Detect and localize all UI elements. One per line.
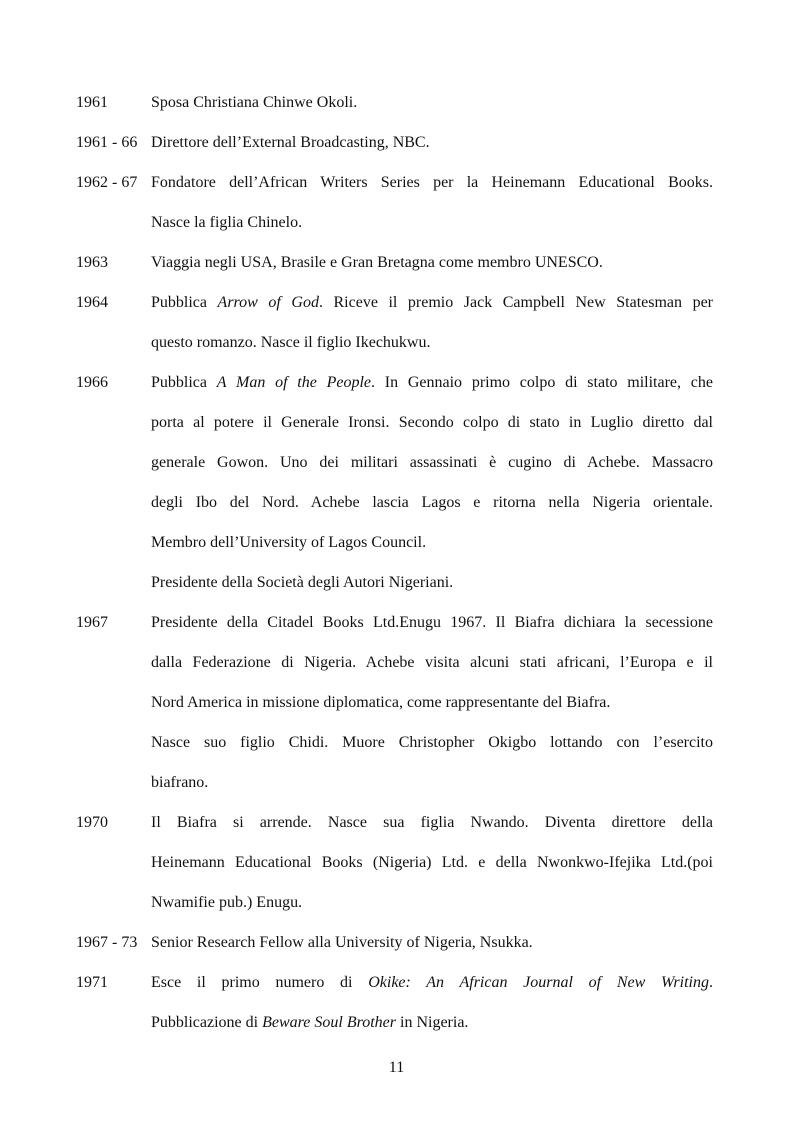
text-line: Fondatore dell’African Writers Series per la Heinemann Educational Books. <box>151 174 713 191</box>
text-line: Senior Research Fellow alla University of Nigeria, Nsukka. <box>151 934 533 951</box>
text-line: Nasce suo figlio Chidi. Muore Christopher Okigbo lottando con l’esercito <box>151 734 713 751</box>
book-title: A Man of the People <box>216 374 372 391</box>
entry-text <box>151 803 713 923</box>
text-run: Pubblica <box>151 374 217 391</box>
text-line: generale Gowon. Uno dei militari assassinati è cugino di Achebe. Massacro <box>151 454 713 471</box>
text-line: Heinemann Educational Books (Nigeria) Ltd. e della Nwonkwo-Ifejika Ltd.(poi <box>151 854 713 871</box>
entry-year: 1967 - 73 <box>76 934 138 951</box>
entry-text <box>151 283 713 363</box>
text-line: Il Biafra si arrende. Nasce sua figlia Nwando. Diventa direttore della <box>151 814 713 831</box>
text-run: Pubblica <box>151 294 218 311</box>
text-run: . <box>709 974 713 991</box>
text-line <box>151 1003 713 1043</box>
entry-text <box>151 603 713 803</box>
text-line <box>151 363 713 403</box>
text-line <box>151 283 713 323</box>
entry-year: 1962 - 67 <box>76 174 138 191</box>
text-line: degli Ibo del Nord. Achebe lascia Lagos e ritorna nella Nigeria orientale. <box>151 494 713 511</box>
text-run: . In Gennaio primo colpo di stato militare, che <box>371 374 713 391</box>
text-run: . Riceve il premio Jack Campbell New Statesman per <box>318 294 713 311</box>
text-line: Nasce la figlia Chinelo. <box>151 214 303 231</box>
text-line: Presidente della Società degli Autori Nigeriani. <box>151 574 454 591</box>
entry-text <box>151 243 713 283</box>
entry-text <box>151 963 713 1043</box>
text-run: Esce il primo numero di <box>151 974 369 991</box>
text-line: biafrano. <box>151 774 209 791</box>
journal-title: Okike: An African Journal of New Writing <box>368 974 709 991</box>
text-line: Membro dell’University of Lagos Council. <box>151 534 427 551</box>
text-line: questo romanzo. Nasce il figlio Ikechukwu. <box>151 334 431 351</box>
text-line: dalla Federazione di Nigeria. Achebe visita alcuni stati africani, l’Europa e il <box>151 654 713 671</box>
text-line: Presidente della Citadel Books Ltd.Enugu 1967. Il Biafra dichiara la secessione <box>151 614 713 631</box>
text-line: Direttore dell’External Broadcasting, NBC. <box>151 134 430 151</box>
entry-text <box>151 163 713 243</box>
text-line <box>151 963 713 1003</box>
entry-text <box>151 123 713 163</box>
book-title: Arrow of God <box>217 294 319 311</box>
text-line: Nord America in missione diplomatica, come rappresentante del Biafra. <box>151 694 611 711</box>
entry-year: 1966 <box>76 374 108 391</box>
entry-year: 1970 <box>76 814 108 831</box>
entry-year: 1961 <box>76 94 108 111</box>
entry-text <box>151 923 713 963</box>
text-run: Pubblicazione di <box>151 1014 263 1031</box>
text-line: Sposa Christiana Chinwe Okoli. <box>151 94 358 111</box>
entry-year: 1961 - 66 <box>76 134 138 151</box>
entry-year: 1967 <box>76 614 108 631</box>
text-line: Viaggia negli USA, Brasile e Gran Bretagna come membro UNESCO. <box>151 254 603 271</box>
text-line: Nwamifie pub.) Enugu. <box>151 894 303 911</box>
entry-text <box>151 83 713 123</box>
entry-year: 1964 <box>76 294 108 311</box>
entry-year: 1963 <box>76 254 108 271</box>
text-run: in Nigeria. <box>396 1014 469 1031</box>
entry-year: 1971 <box>76 974 108 991</box>
page-number: 11 <box>388 1059 405 1076</box>
text-line: porta al potere il Generale Ironsi. Secondo colpo di stato in Luglio diretto dal <box>151 414 713 431</box>
entry-text <box>151 363 713 603</box>
book-title: Beware Soul Brother <box>262 1014 396 1031</box>
